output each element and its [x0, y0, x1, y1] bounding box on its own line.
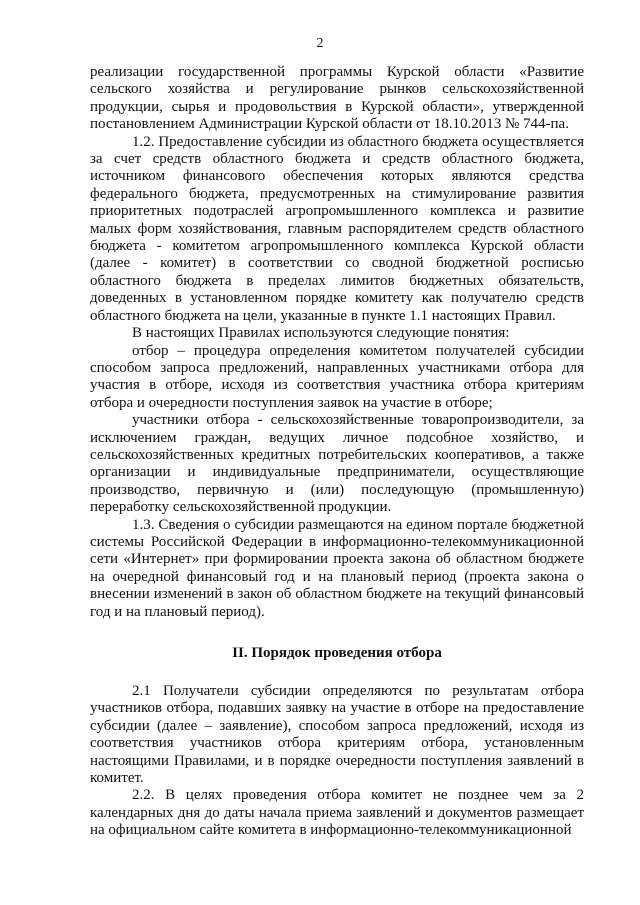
paragraph-2-2: 2.2. В целях проведения отбора комитет не позднее чем за 2 календарных дня до даты начала приема заявлений и документов размещает на официальном сайте комитета в информационно-телекоммуникационной: [90, 787, 584, 839]
paragraph-definitions-intro: В настоящих Правилах используются следующие понятия:: [132, 325, 510, 342]
section-heading: II. Порядок проведения отбора: [232, 645, 442, 661]
paragraph-program-reference: реализации государственной программы Курской области «Развитие сельского хозяйства и регулирование рынков сельскохозяйственной продукции, сырья и продовольствия в Курской области», утвержденной постановлением Администрации Курской области от 18.10.2013 № 744-па.: [90, 64, 584, 133]
paragraph-definition-selection: отбор – процедура определения комитетом получателей субсидии способом запроса предложений, направленных участниками отбора для участия в отборе, исходя из соответствия участника отбора критериям отбора и очередности поступления заявок на участие в отборе;: [90, 342, 584, 411]
paragraph-definition-participants: участники отбора - сельскохозяйственные товаропроизводители, за исключением граждан, ведущих личное подсобное хозяйство, и сельскохозяйственных кредитных потребительских кооперативов, а также организации и индивидуальные предприниматели, осуществляющие производство, первичную и (или) последующую (промышленную) переработку сельскохозяйственной продукции.: [90, 412, 584, 516]
page-number: 2: [316, 36, 324, 51]
document-body: [90, 64, 584, 840]
paragraph-1-2: 1.2. Предоставление субсидии из областного бюджета осуществляется за счет средств областного бюджета и средств областного бюджета, источником финансового обеспечения которых являются средства федерального бюджета, предусмотренных на стимулирование развития приоритетных подотраслей агропромышленного комплекса и развитие малых форм хозяйствования, главным распорядителем средств областного бюджета - комитетом агропромышленного комплекса Курской области (далее - комитет) в соответствии со сводной бюджетной росписью областного бюджета в пределах лимитов бюджетных обязательств, доведенных в установленном порядке комитету как получателю средств областного бюджета на цели, указанные в пункте 1.1 настоящих Правил.: [90, 133, 584, 324]
paragraph-1-3: 1.3. Сведения о субсидии размещаются на едином портале бюджетной системы Российской Федерации в информационно-телекоммуникационной сети «Интернет» при формировании проекта закона об областном бюджете на очередной финансовый год и на плановый период (проекта закона о внесении изменений в закон об областном бюджете на текущий финансовый год и на плановый период).: [90, 516, 584, 620]
paragraph-2-1: 2.1 Получатели субсидии определяются по результатам отбора участников отбора, подавших заявку на участие в отборе на предоставление субсидии (далее – заявление), способом запроса предложений, исходя из соответствия участников отбора критериям отбора, установленным настоящими Правилами, и в порядке очередности поступления заявлений в комитет.: [90, 683, 584, 787]
